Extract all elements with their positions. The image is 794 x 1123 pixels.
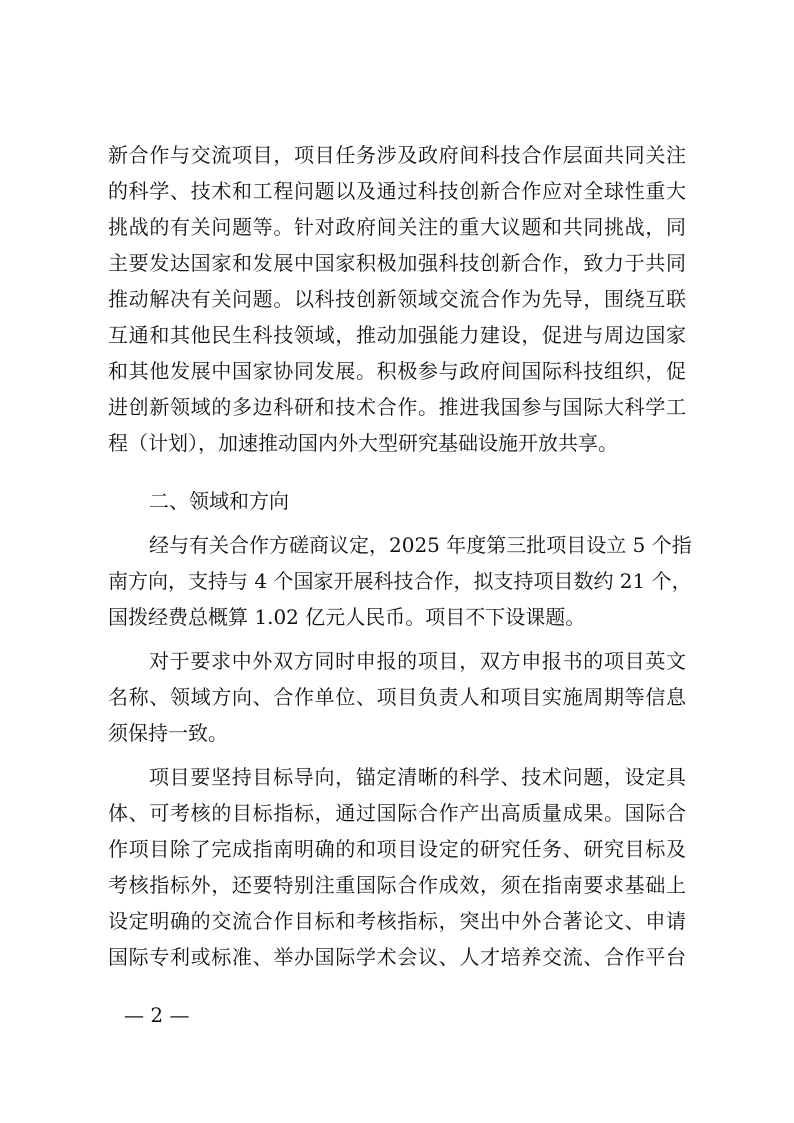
text-line: 对于要求中外双方同时申报的项目，双方申报书的项目英文	[149, 649, 686, 673]
text-line: 和其他发展中国家协同发展。积极参与政府间国际科技组织，促	[108, 359, 686, 383]
text-line: 国际专利或标准、举办国际学术会议、人才培养交流、合作平台	[108, 945, 686, 969]
text-line: 主要发达国家和发展中国家积极加强科技创新合作，致力于共同	[108, 251, 686, 275]
text-line: 须保持一致。	[108, 721, 228, 745]
text-line: 体、可考核的目标指标，通过国际合作产出高质量成果。国际合	[108, 801, 686, 825]
text-line: 推动解决有关问题。以科技创新领域交流合作为先导，围绕互联	[108, 287, 686, 311]
text-line: 程（计划），加速推动国内外大型研究基础设施开放共享。	[108, 431, 618, 455]
text-line: 的科学、技术和工程问题以及通过科技创新合作应对全球性重大	[108, 179, 686, 203]
text-line: 设定明确的交流合作目标和考核指标，突出中外合著论文、申请	[108, 909, 686, 933]
text-line: 作项目除了完成指南明确的和项目设定的研究任务、研究目标及	[108, 837, 686, 861]
section-heading: 二、领域和方向	[149, 489, 289, 513]
text-line: 考核指标外，还要特别注重国际合作成效，须在指南要求基础上	[108, 873, 686, 897]
text-line: 进创新领域的多边科研和技术合作。推进我国参与国际大科学工	[108, 395, 686, 419]
text-line: 挑战的有关问题等。针对政府间关注的重大议题和共同挑战，同	[108, 215, 686, 239]
text-line: 经与有关合作方磋商议定，2025 年度第三批项目设立 5 个指	[149, 533, 692, 557]
text-line: 新合作与交流项目，项目任务涉及政府间科技合作层面共同关注	[108, 143, 686, 167]
text-line: 南方向，支持与 4 个国家开展科技合作，拟支持项目数约 21 个，	[108, 569, 692, 593]
text-line: 互通和其他民生科技领域，推动加强能力建设，促进与周边国家	[108, 323, 686, 347]
text-line: 名称、领域方向、合作单位、项目负责人和项目实施周期等信息	[108, 685, 686, 709]
text-line: 项目要坚持目标导向，锚定清晰的科学、技术问题，设定具	[149, 765, 686, 789]
page-number: — 2 —	[124, 1003, 190, 1027]
text-line: 国拨经费总概算 1.02 亿元人民币。项目不下设课题。	[108, 605, 586, 629]
